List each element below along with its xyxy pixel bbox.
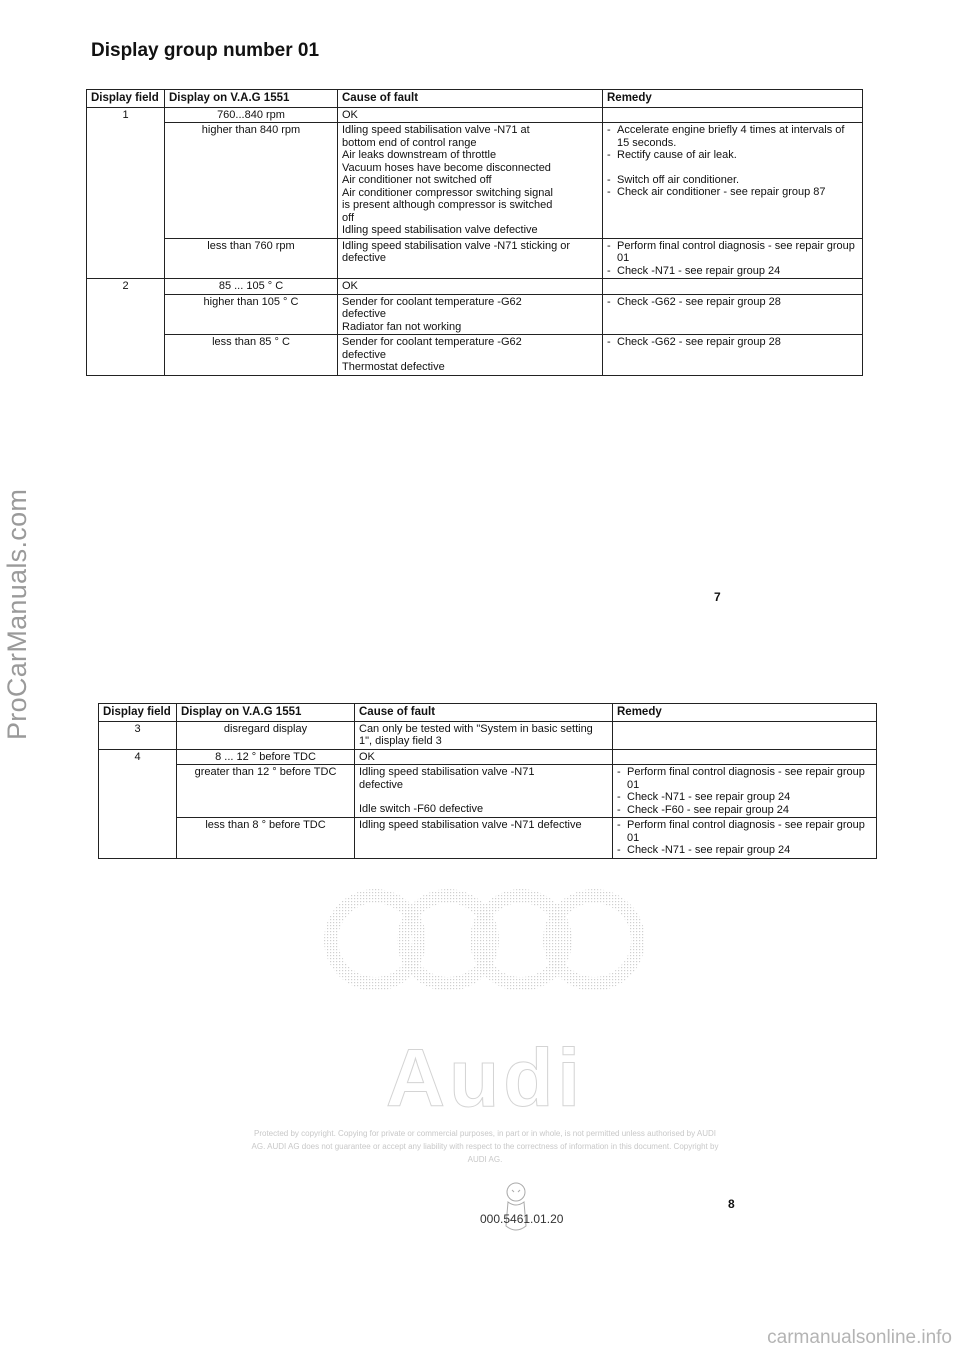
remedy-cell (603, 294, 863, 335)
cause-line: Idling speed stabilisation valve defective (342, 224, 538, 236)
display-field-number: 1 (87, 107, 165, 279)
display-field-number: 2 (87, 279, 165, 376)
fault-table-2 (98, 703, 877, 859)
display-value: greater than 12 ° before TDC (177, 765, 355, 818)
cause-line: Sender for coolant temperature -G62 (342, 295, 522, 308)
cause-line: defective (342, 348, 387, 361)
table-row (87, 107, 863, 123)
cause-line: defective (342, 308, 387, 320)
remedy-cell (603, 107, 863, 123)
display-value: 8 ... 12 ° before TDC (177, 749, 355, 765)
remedy-item: - Check -G62 - see repair group 28 (607, 336, 781, 348)
remedy-item: - Perform final control diagnosis - see repair group 01 (617, 766, 865, 791)
remedy-item: - Check -N71 - see repair group 24 (617, 844, 791, 856)
display-value: disregard display (177, 721, 355, 749)
remedy-item: - Check air conditioner - see repair group 87 (607, 186, 826, 198)
table-header-row (87, 90, 863, 108)
remedy-cell (603, 238, 863, 279)
cause-line: Radiator fan not working (342, 320, 462, 333)
cause-line: bottom end of control range (342, 136, 477, 149)
remedy-item: - Switch off air conditioner. (607, 173, 740, 186)
cause-cell: Can only be tested with "System in basic setting 1", display field 3 (355, 721, 613, 749)
remedy-cell (613, 765, 877, 818)
table-row (87, 238, 863, 279)
cause-line: Idle switch -F60 defective (359, 803, 484, 815)
cause-line: off (342, 211, 355, 224)
cause-cell (338, 123, 603, 239)
table-row (87, 335, 863, 376)
header-remedy: Remedy (603, 90, 863, 108)
header-cause: Cause of fault (338, 90, 603, 108)
display-value: higher than 105 ° C (165, 294, 338, 335)
remedy-cell (603, 335, 863, 376)
display-value: less than 8 ° before TDC (177, 818, 355, 859)
display-field-number: 4 (99, 749, 177, 858)
page-title: Display group number 01 (91, 40, 320, 61)
cause-line: Air conditioner not switched off (342, 174, 492, 186)
cause-line: Idling speed stabilisation valve -N71 at (342, 124, 530, 136)
table-row (99, 818, 877, 859)
cause-line: Air leaks downstream of throttle (342, 149, 497, 161)
remedy-item: - Accelerate engine briefly 4 times at intervals of 15 seconds. (607, 124, 845, 149)
remedy-item: - Check -G62 - see repair group 28 (607, 295, 781, 308)
cause-cell: OK (338, 279, 603, 295)
brand-wordmark: Audi (385, 1033, 585, 1124)
cause-line: is present although compressor is switched (342, 199, 553, 211)
rings-logo-watermark (300, 880, 670, 1000)
display-value: less than 760 rpm (165, 238, 338, 279)
document-number: 000.5461.01.20 (480, 1212, 564, 1226)
remedy-cell (603, 123, 863, 239)
page-number: 7 (714, 590, 721, 604)
side-watermark: ProCarManuals.com (2, 488, 32, 740)
display-value: less than 85 ° C (165, 335, 338, 376)
header-display-on: Display on V.A.G 1551 (177, 704, 355, 722)
mascot-icon (496, 1178, 536, 1238)
header-cause: Cause of fault (355, 704, 613, 722)
display-value: 760...840 rpm (165, 107, 338, 123)
header-display-on: Display on V.A.G 1551 (165, 90, 338, 108)
cause-line: Vacuum hoses have become disconnected (342, 161, 551, 174)
cause-cell: Idling speed stabilisation valve -N71 defective (355, 818, 613, 859)
remedy-cell (603, 279, 863, 295)
cause-cell (338, 294, 603, 335)
cause-line: defective (359, 778, 404, 791)
table-header-row (99, 704, 877, 722)
table-row (87, 123, 863, 239)
fault-table-1 (86, 89, 863, 376)
table-row (87, 279, 863, 295)
remedy-item: - Rectify cause of air leak. (607, 149, 737, 161)
cause-line: Idling speed stabilisation valve -N71 (359, 766, 535, 778)
remedy-cell (613, 818, 877, 859)
remedy-cell (613, 721, 877, 749)
cause-cell (338, 335, 603, 376)
cause-line: Air conditioner compressor switching signal (342, 186, 553, 199)
cause-line: Thermostat defective (342, 361, 445, 373)
cause-cell: OK (338, 107, 603, 123)
table-row (99, 765, 877, 818)
table-row (87, 294, 863, 335)
remedy-cell (613, 749, 877, 765)
header-display-field: Display field (87, 90, 165, 108)
remedy-item: - Perform final control diagnosis - see repair group 01 (617, 819, 865, 844)
display-value: higher than 840 rpm (165, 123, 338, 239)
cause-line: Sender for coolant temperature -G62 (342, 336, 522, 348)
cause-cell (355, 765, 613, 818)
table-row (99, 721, 877, 749)
cause-cell: Idling speed stabilisation valve -N71 sticking or defective (338, 238, 603, 279)
header-remedy: Remedy (613, 704, 877, 722)
remedy-item: - Check -N71 - see repair group 24 (617, 791, 791, 803)
remedy-item: - Check -F60 - see repair group 24 (617, 803, 790, 816)
remedy-item: - Perform final control diagnosis - see repair group 01 (607, 239, 855, 264)
display-value: 85 ... 105 ° C (165, 279, 338, 295)
display-field-number: 3 (99, 721, 177, 749)
remedy-item: - Check -N71 - see repair group 24 (607, 264, 781, 277)
page-number: 8 (728, 1197, 735, 1211)
cause-cell: OK (355, 749, 613, 765)
header-display-field: Display field (99, 704, 177, 722)
site-watermark: carmanualsonline.info (767, 1327, 952, 1348)
table-row (99, 749, 877, 765)
copyright-notice: Protected by copyright. Copying for private or commercial purposes, in part or in whole, is not permitted unless authorised by AUDI AG. AUDI AG does not guarantee or accept any liability with respect to the correctness of information in this document. Copyright by AUDI AG. (251, 1129, 719, 1164)
